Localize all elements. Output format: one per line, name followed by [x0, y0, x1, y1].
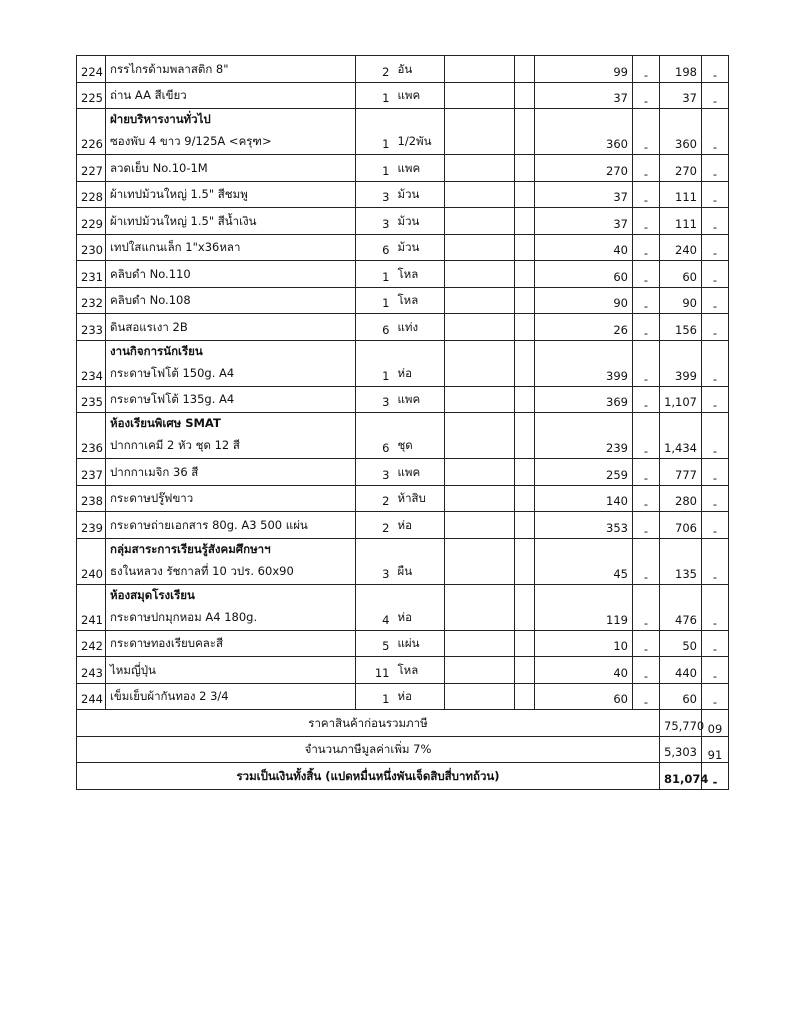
item-unit: ห่อ — [394, 512, 445, 539]
item-name: ธงในหลวง รัชกาลที่ 10 วปร. 60x90 — [110, 563, 294, 578]
item-quantity: 1 — [356, 340, 394, 386]
item-total: 706 — [660, 512, 702, 539]
item-number: 238 — [77, 485, 106, 512]
item-price-satang: - — [633, 82, 660, 109]
item-name-cell — [106, 485, 356, 512]
item-name-cell — [106, 56, 356, 83]
item-name-cell — [106, 82, 356, 109]
item-name-cell — [106, 314, 356, 341]
items-table — [76, 55, 729, 790]
blank-cell — [445, 538, 515, 584]
item-price-satang: - — [633, 109, 660, 155]
item-total-satang: - — [702, 261, 729, 288]
item-unit-price: 60 — [535, 261, 633, 288]
item-name-cell — [106, 386, 356, 413]
group-heading: ฝ่ายบริหารงานทั่วไป — [110, 112, 211, 126]
item-total-satang: - — [702, 657, 729, 684]
table-row — [77, 287, 729, 314]
item-total: 1,434 — [660, 413, 702, 459]
item-name-cell — [106, 208, 356, 235]
item-unit: ห้าสิบ — [394, 485, 445, 512]
item-total: 399 — [660, 340, 702, 386]
item-unit: แผ่น — [394, 630, 445, 657]
item-unit-price: 45 — [535, 538, 633, 584]
item-number: 240 — [77, 538, 106, 584]
item-unit-price: 90 — [535, 287, 633, 314]
item-name: กระดาษปรู๊ฟขาว — [110, 491, 194, 505]
subtotal-label: ราคาสินค้าก่อนรวมภาษี — [77, 710, 660, 737]
item-price-satang: - — [633, 630, 660, 657]
item-number: 227 — [77, 155, 106, 182]
item-quantity: 1 — [356, 287, 394, 314]
item-price-satang: - — [633, 538, 660, 584]
item-name-cell — [106, 683, 356, 710]
item-price-satang: - — [633, 56, 660, 83]
item-price-satang: - — [633, 261, 660, 288]
item-number: 241 — [77, 584, 106, 630]
item-quantity: 1 — [356, 683, 394, 710]
blank-cell — [445, 208, 515, 235]
blank-cell — [515, 155, 535, 182]
table-row — [77, 234, 729, 261]
blank-cell — [515, 630, 535, 657]
item-price-satang: - — [633, 234, 660, 261]
blank-cell — [445, 109, 515, 155]
item-unit-price: 37 — [535, 181, 633, 208]
item-unit-price: 353 — [535, 512, 633, 539]
item-price-satang: - — [633, 459, 660, 486]
vat-row — [77, 736, 729, 763]
item-quantity: 3 — [356, 208, 394, 235]
item-number: 230 — [77, 234, 106, 261]
item-quantity: 1 — [356, 109, 394, 155]
item-unit: ม้วน — [394, 181, 445, 208]
blank-cell — [515, 109, 535, 155]
item-unit: อัน — [394, 56, 445, 83]
item-name-cell — [106, 657, 356, 684]
blank-cell — [515, 386, 535, 413]
item-name: เทปใสแกนเล็ก 1"x36หลา — [110, 240, 241, 254]
item-quantity: 2 — [356, 56, 394, 83]
item-unit-price: 40 — [535, 234, 633, 261]
item-quantity: 1 — [356, 82, 394, 109]
item-unit: แพค — [394, 155, 445, 182]
blank-cell — [445, 82, 515, 109]
vat-label: จำนวนภาษีมูลค่าเพิ่ม 7% — [77, 736, 660, 763]
item-name-cell — [106, 538, 356, 584]
item-total-satang: - — [702, 630, 729, 657]
table-row — [77, 208, 729, 235]
table-row — [77, 459, 729, 486]
item-unit: แพค — [394, 82, 445, 109]
group-heading: ห้องเรียนพิเศษ SMAT — [110, 416, 221, 430]
item-name-cell — [106, 512, 356, 539]
item-name-cell — [106, 287, 356, 314]
blank-cell — [445, 386, 515, 413]
item-total: 50 — [660, 630, 702, 657]
item-total-satang: - — [702, 181, 729, 208]
blank-cell — [445, 56, 515, 83]
table-row — [77, 413, 729, 459]
item-total-satang: - — [702, 413, 729, 459]
item-unit-price: 399 — [535, 340, 633, 386]
blank-cell — [515, 181, 535, 208]
item-name: ซองพับ 4 ขาว 9/125A <ครุฑ> — [110, 134, 272, 148]
item-number: 231 — [77, 261, 106, 288]
item-unit-price: 270 — [535, 155, 633, 182]
item-total-satang: - — [702, 485, 729, 512]
item-total: 360 — [660, 109, 702, 155]
blank-cell — [445, 485, 515, 512]
item-name: ถ่าน AA สีเขียว — [110, 88, 187, 102]
blank-cell — [445, 683, 515, 710]
item-quantity: 11 — [356, 657, 394, 684]
item-quantity: 3 — [356, 386, 394, 413]
item-number: 234 — [77, 340, 106, 386]
item-number: 244 — [77, 683, 106, 710]
item-price-satang: - — [633, 208, 660, 235]
item-number: 225 — [77, 82, 106, 109]
item-name-cell — [106, 340, 356, 386]
item-unit-price: 37 — [535, 208, 633, 235]
item-name: กระดาษโฟโต้ 135g. A4 — [110, 392, 235, 406]
blank-cell — [445, 584, 515, 630]
blank-cell — [515, 56, 535, 83]
item-unit: แพค — [394, 459, 445, 486]
item-unit-price: 259 — [535, 459, 633, 486]
item-total: 90 — [660, 287, 702, 314]
item-name: เข็มเย็บผ้ากันทอง 2 3/4 — [110, 689, 229, 703]
item-total: 60 — [660, 683, 702, 710]
item-total-satang: - — [702, 109, 729, 155]
blank-cell — [445, 512, 515, 539]
item-price-satang: - — [633, 657, 660, 684]
item-number: 239 — [77, 512, 106, 539]
grand-total-satang: - — [702, 763, 729, 790]
group-heading: กลุ่มสาระการเรียนรู้สังคมศึกษาฯ — [110, 541, 271, 556]
item-name: ผ้าเทปม้วนใหญ่ 1.5" สีน้ำเงิน — [110, 213, 257, 228]
item-total-satang: - — [702, 683, 729, 710]
item-name-cell — [106, 630, 356, 657]
item-total-satang: - — [702, 287, 729, 314]
item-unit-price: 360 — [535, 109, 633, 155]
subtotal-row — [77, 710, 729, 737]
item-unit: 1/2พัน — [394, 109, 445, 155]
item-name-cell — [106, 459, 356, 486]
blank-cell — [445, 234, 515, 261]
item-number: 229 — [77, 208, 106, 235]
item-unit: ห่อ — [394, 340, 445, 386]
item-unit-price: 119 — [535, 584, 633, 630]
item-unit: ห่อ — [394, 584, 445, 630]
table-row — [77, 261, 729, 288]
item-name: ดินสอแรเงา 2B — [110, 319, 188, 334]
item-name: กระดาษโฟโต้ 150g. A4 — [110, 365, 235, 380]
item-total-satang: - — [702, 208, 729, 235]
item-unit-price: 99 — [535, 56, 633, 83]
table-row — [77, 109, 729, 155]
item-quantity: 4 — [356, 584, 394, 630]
subtotal-satang: 09 — [702, 710, 729, 737]
blank-cell — [515, 261, 535, 288]
item-price-satang: - — [633, 314, 660, 341]
blank-cell — [515, 683, 535, 710]
item-price-satang: - — [633, 287, 660, 314]
table-row — [77, 56, 729, 83]
item-total: 60 — [660, 261, 702, 288]
blank-cell — [445, 459, 515, 486]
item-total: 270 — [660, 155, 702, 182]
blank-cell — [445, 287, 515, 314]
item-unit: โหล — [394, 287, 445, 314]
item-unit: โหล — [394, 261, 445, 288]
item-number: 232 — [77, 287, 106, 314]
item-name: ลวดเย็บ No.10-1M — [110, 160, 208, 175]
blank-cell — [445, 261, 515, 288]
item-total: 1,107 — [660, 386, 702, 413]
table-row — [77, 584, 729, 630]
table-row — [77, 340, 729, 386]
table-row — [77, 155, 729, 182]
table-row — [77, 538, 729, 584]
item-total: 135 — [660, 538, 702, 584]
item-total: 240 — [660, 234, 702, 261]
item-total: 111 — [660, 181, 702, 208]
item-price-satang: - — [633, 485, 660, 512]
item-total: 198 — [660, 56, 702, 83]
table-row — [77, 512, 729, 539]
item-quantity: 2 — [356, 512, 394, 539]
item-name: ปากกาเคมี 2 หัว ชุด 12 สี — [110, 438, 240, 452]
item-name-cell — [106, 413, 356, 459]
blank-cell — [515, 485, 535, 512]
item-quantity: 5 — [356, 630, 394, 657]
item-number: 226 — [77, 109, 106, 155]
item-total-satang: - — [702, 234, 729, 261]
item-total: 111 — [660, 208, 702, 235]
item-total: 280 — [660, 485, 702, 512]
blank-cell — [445, 657, 515, 684]
table-row — [77, 630, 729, 657]
item-name-cell — [106, 155, 356, 182]
item-name: กระดาษทองเรียบคละสี — [110, 636, 224, 650]
item-name-cell — [106, 109, 356, 155]
item-total-satang: - — [702, 459, 729, 486]
item-unit-price: 37 — [535, 82, 633, 109]
item-total-satang: - — [702, 56, 729, 83]
item-total-satang: - — [702, 340, 729, 386]
table-row — [77, 683, 729, 710]
item-unit: แท่ง — [394, 314, 445, 341]
blank-cell — [515, 413, 535, 459]
table-row — [77, 386, 729, 413]
item-total: 156 — [660, 314, 702, 341]
group-heading: งานกิจการนักเรียน — [110, 343, 203, 358]
item-total: 777 — [660, 459, 702, 486]
item-total-satang: - — [702, 512, 729, 539]
item-name: กรรไกรด้ามพลาสติก 8" — [110, 61, 229, 76]
blank-cell — [515, 234, 535, 261]
blank-cell — [515, 584, 535, 630]
item-price-satang: - — [633, 155, 660, 182]
vat-amount: 5,303 — [660, 736, 702, 763]
group-heading: ห้องสมุดโรงเรียน — [110, 587, 195, 602]
item-total: 37 — [660, 82, 702, 109]
item-total-satang: - — [702, 155, 729, 182]
table-row — [77, 657, 729, 684]
item-quantity: 2 — [356, 485, 394, 512]
blank-cell — [515, 459, 535, 486]
item-quantity: 3 — [356, 181, 394, 208]
item-quantity: 6 — [356, 314, 394, 341]
item-number: 235 — [77, 386, 106, 413]
item-name: ผ้าเทปม้วนใหญ่ 1.5" สีชมพู — [110, 187, 248, 201]
item-total: 476 — [660, 584, 702, 630]
item-unit: ม้วน — [394, 234, 445, 261]
item-unit: แพค — [394, 386, 445, 413]
item-number: 228 — [77, 181, 106, 208]
item-quantity: 1 — [356, 155, 394, 182]
item-number: 237 — [77, 459, 106, 486]
item-name: คลิบดำ No.108 — [110, 293, 191, 307]
item-unit-price: 26 — [535, 314, 633, 341]
item-name-cell — [106, 234, 356, 261]
item-price-satang: - — [633, 181, 660, 208]
item-quantity: 3 — [356, 538, 394, 584]
blank-cell — [445, 155, 515, 182]
grand-total-label: รวมเป็นเงินทั้งสิ้น (แปดหมื่นหนึ่งพันเจ็ดสิบสี่บาทถ้วน) — [77, 763, 660, 790]
item-name: กระดาษถ่ายเอกสาร 80g. A3 500 แผ่น — [110, 517, 308, 532]
item-total-satang: - — [702, 314, 729, 341]
item-unit-price: 140 — [535, 485, 633, 512]
item-number: 243 — [77, 657, 106, 684]
item-unit-price: 60 — [535, 683, 633, 710]
grand-total-amount: 81,074 — [660, 763, 702, 790]
item-name-cell — [106, 584, 356, 630]
blank-cell — [445, 630, 515, 657]
blank-cell — [515, 82, 535, 109]
table-row — [77, 485, 729, 512]
item-number: 233 — [77, 314, 106, 341]
item-total-satang: - — [702, 584, 729, 630]
item-number: 242 — [77, 630, 106, 657]
blank-cell — [445, 340, 515, 386]
item-number: 236 — [77, 413, 106, 459]
item-unit: ม้วน — [394, 208, 445, 235]
item-name: คลิบดำ No.110 — [110, 266, 191, 281]
blank-cell — [515, 657, 535, 684]
item-unit: ชุด — [394, 413, 445, 459]
item-unit-price: 10 — [535, 630, 633, 657]
item-quantity: 1 — [356, 261, 394, 288]
item-price-satang: - — [633, 512, 660, 539]
item-name: กระดาษปกมุกหอม A4 180g. — [110, 609, 258, 624]
blank-cell — [515, 287, 535, 314]
item-price-satang: - — [633, 584, 660, 630]
item-price-satang: - — [633, 386, 660, 413]
item-quantity: 6 — [356, 234, 394, 261]
item-total-satang: - — [702, 538, 729, 584]
blank-cell — [515, 208, 535, 235]
item-unit: ห่อ — [394, 683, 445, 710]
vat-satang: 91 — [702, 736, 729, 763]
table-row — [77, 82, 729, 109]
item-quantity: 3 — [356, 459, 394, 486]
blank-cell — [445, 314, 515, 341]
item-unit-price: 239 — [535, 413, 633, 459]
blank-cell — [515, 538, 535, 584]
item-quantity: 6 — [356, 413, 394, 459]
item-number: 224 — [77, 56, 106, 83]
item-price-satang: - — [633, 683, 660, 710]
item-total: 440 — [660, 657, 702, 684]
blank-cell — [515, 340, 535, 386]
item-price-satang: - — [633, 413, 660, 459]
item-name: ไหมญี่ปุ่น — [110, 662, 156, 677]
blank-cell — [445, 181, 515, 208]
blank-cell — [445, 413, 515, 459]
item-name-cell — [106, 181, 356, 208]
item-name-cell — [106, 261, 356, 288]
table-row — [77, 314, 729, 341]
table-row — [77, 181, 729, 208]
blank-cell — [515, 314, 535, 341]
grand-total-row — [77, 763, 729, 790]
item-total-satang: - — [702, 82, 729, 109]
item-unit: โหล — [394, 657, 445, 684]
item-name: ปากกาเมจิก 36 สี — [110, 464, 199, 479]
blank-cell — [515, 512, 535, 539]
items-body — [77, 56, 729, 790]
item-total-satang: - — [702, 386, 729, 413]
subtotal-amount: 75,770 — [660, 710, 702, 737]
item-unit-price: 40 — [535, 657, 633, 684]
item-unit-price: 369 — [535, 386, 633, 413]
item-price-satang: - — [633, 340, 660, 386]
item-unit: ผืน — [394, 538, 445, 584]
